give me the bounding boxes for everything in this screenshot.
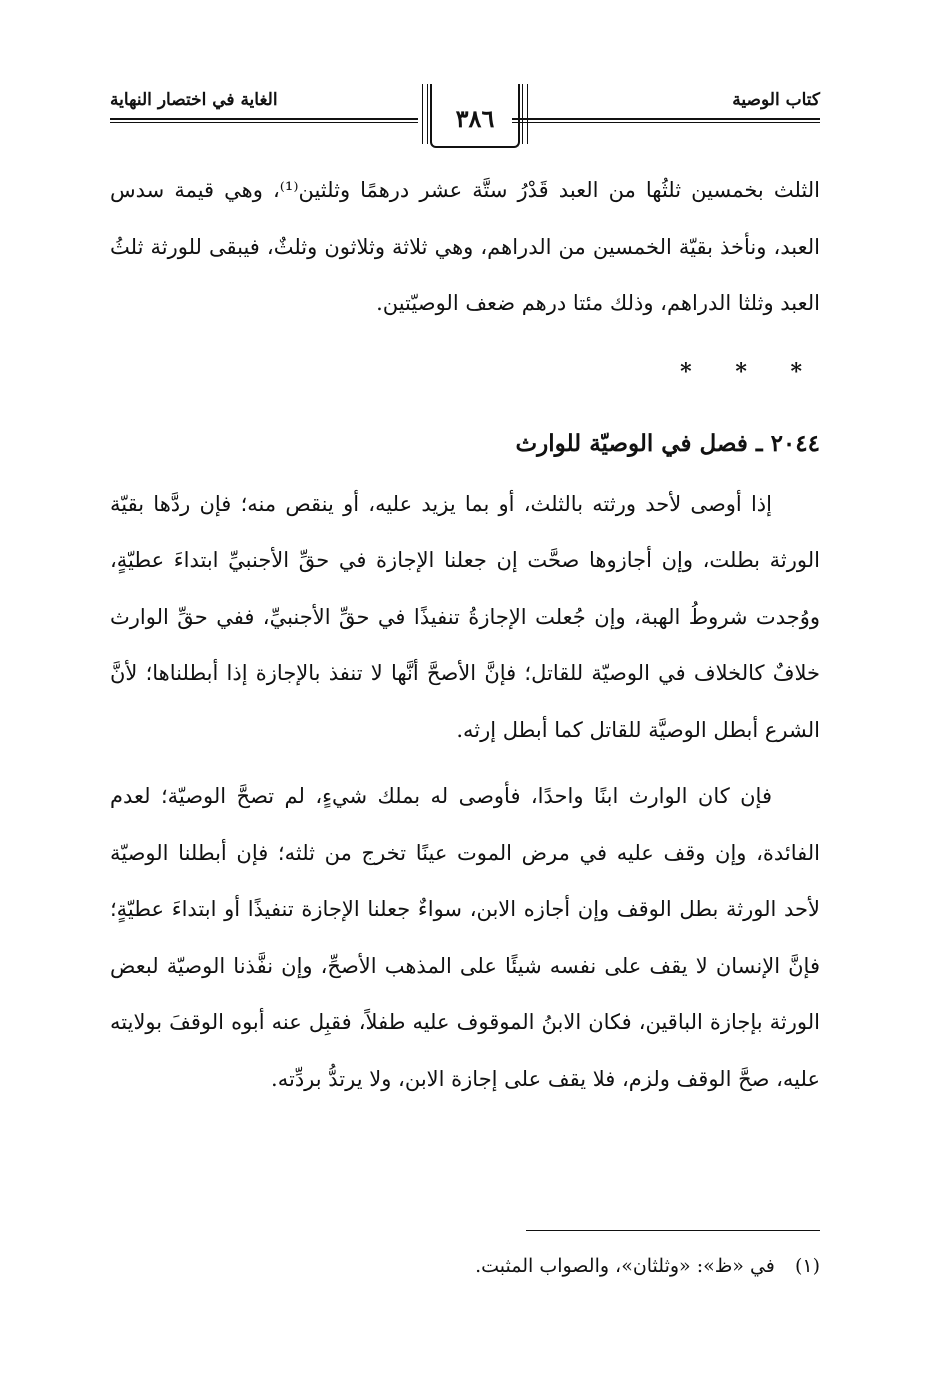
- header-rule-right: [512, 118, 820, 123]
- page-number: ٣٨٦: [455, 104, 495, 133]
- paragraph-gap: [110, 758, 820, 768]
- book-title: كتاب الوصية: [732, 90, 820, 110]
- page-number-frame: [430, 84, 520, 148]
- footnote-number: (١): [794, 1255, 820, 1277]
- paragraph-2: فإن كان الوارث ابنًا واحدًا، فأوصى له بملك شيءٍ، لم تصحَّ الوصيّة؛ لعدم الفائدة، وإن وقف عليه في مرض الموت عينًا تخرج من ثلثه؛ فإن أبطلنا الوصيّة لأحد الورثة بطل الوقف وإن أجازه الابن، سواءٌ جعلنا الإجازة تنفيذًا أو ابتداءَ عطيّةٍ؛ فإنَّ الإنسان لا يقف على نفسه شيئًا على المذهب الأصحِّ، وإن نفَّذنا الوصيّة لبعض الورثة بإجازة الباقين، فكان الابنُ الموقوف عليه طفلاً، فقبِل عنه أبوه الوقفَ بولايته عليه، صحَّ الوقف ولزم، فلا يقف على إجازة الابن، ولا يرتدُّ بردِّته.: [110, 784, 820, 1091]
- section-separator: * * *: [680, 358, 820, 385]
- footnote-rule: [526, 1230, 820, 1231]
- footnote-text: في «ظ»: «وثلثان»، والصواب المثبت.: [475, 1255, 775, 1277]
- running-header: [110, 84, 820, 156]
- paragraph-1: إذا أوصى لأحد ورثته بالثلث، أو بما يزيد عليه، أو ينقص منه؛ فإن ردَّها بقيّة الورثة بطلت، وإن أجازوها صحَّت إن جعلنا الإجازة في حقِّ الأجنبيِّ ابتداءَ عطيّةٍ، ووُجدت شروطُ الهبة، وإن جُعلت الإجازةُ تنفيذًا في حقِّ الأجنبيِّ، ففي حقِّ الوارث خلافٌ كالخلاف في الوصيّة للقاتل؛ فإنَّ الأصحَّ أنَّها لا تنفذ بالإجازة إذا أبطلناها؛ لأنَّ الشرع أبطل الوصيَّة للقاتل كما أبطل إرثه.: [110, 491, 820, 742]
- main-text: [110, 162, 820, 1107]
- section-heading: ٢٠٤٤ ـ فصل في الوصيّة للوارث: [515, 429, 820, 457]
- header-rule-left: [110, 118, 418, 123]
- intro-paragraph: الثلث بخمسين ثلثُها من العبد قَدْرُ ستَّة عشر درهمًا وثلثين⁽¹⁾، وهي قيمة سدس العبد، ونأخذ بقيّة الخمسين من الدراهم، وهي ثلاثة وثلاثون وثلثٌ، فيبقى للورثة ثلثُ العبد وثلثا الدراهم، وذلك مئتا درهم ضعف الوصيّتين.: [110, 178, 820, 315]
- footnote: [110, 1246, 820, 1286]
- work-title: الغاية في اختصار النهاية: [110, 90, 278, 110]
